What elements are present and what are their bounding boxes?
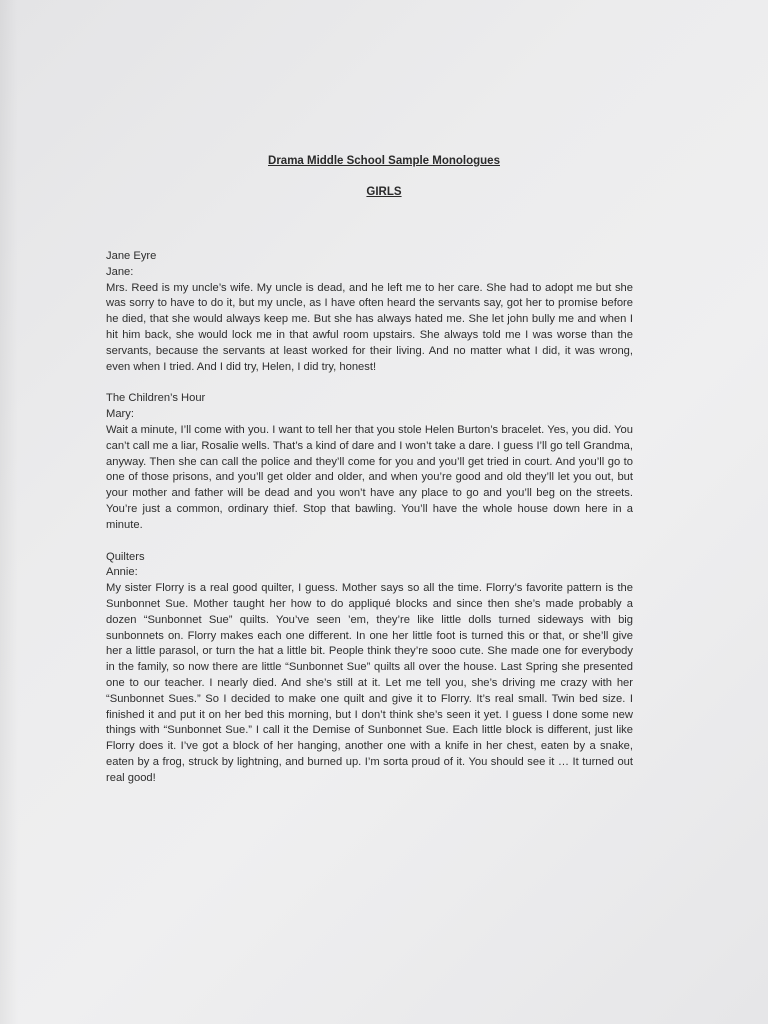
document-subtitle: GIRLS: [366, 186, 402, 198]
monologue-text: My sister Florry is a real good quilter, I guess. Mother says so all the time. Florry’s favorite pattern is the Sunbonnet Sue. Mother taught her how to do appliqué blocks and since then she’s made probably a dozen “Sunbonnet Sue” quilts. You’ve seen ’em, they’re like little dolls turned sideways with big sunbonnets on. Florry makes each one different. In one her little foot is turned this or that, or she’ll give her a little parasol, or turn the hat a little bit. People think they’re sooo cute. She made one for everybody in the family, so now there are little “Sunbonnet Sue” quilts all over the house. Last Spring she presented one to our teacher. I nearly died. And she’s still at it. Let me tell you, she’s driving me crazy with her “Sunbonnet Sues.” So I decided to make one quilt and give it to Florry. It’s real small. Twin bed size. I finished it and put it on her bed this morning, but I don’t think she’s seen it yet. I guess I done some new things with “Sunbonnet Sue.” I call it the Demise of Sunbonnet Sue. Each little block is different, just like Florry does it. I’ve got a block of her hanging, another one with a knife in her chest, eaten by a snake, eaten by a frog, struck by lightning, and burned up. I’m sorta proud of it. You should see it … It turned out real good!: [106, 582, 633, 784]
monologue-section-childrens-hour: [106, 391, 633, 533]
speaker-name: Mary:: [106, 408, 134, 421]
section-title: Quilters: [106, 550, 145, 563]
monologue-text: Wait a minute, I’ll come with you. I want to tell her that you stole Helen Burton’s bracelet. Yes, you did. You can’t call me a liar, Rosalie wells. That’s a kind of dare and I won’t take a dare. I guess I’ll go tell Grandma, anyway. Then she can call the police and they’ll come for you and you’ll get tried in court. And you’ll go to one of those prisons, and you’ll get older and older, and when you’re good and old they’ll let you out, but your mother and father will be dead and you won’t have any place to go and you’ll beg on the streets. You’re just a common, ordinary thief. Stop that bawling. You’ll have the whole house down here in a minute.: [106, 423, 633, 531]
section-title: The Children’s Hour: [106, 392, 206, 405]
speaker-name: Jane:: [106, 265, 134, 278]
monologue-section-quilters: [106, 550, 633, 787]
speaker-name: Annie:: [106, 566, 138, 579]
section-title: Jane Eyre: [106, 250, 157, 262]
monologue-text: Mrs. Reed is my uncle’s wife. My uncle is dead, and he left me to her care. She had to adopt me but she was sorry to have to do it, but my uncle, as I have often heard the servants say, got her to promise before he died, that she would always keep me. But she has always hated me. She let john bully me and when I hit him back, she would lock me in that awful room upstairs. She always told me I was worse than the servants, because the servants at least worked for their living. And no matter what I did, it was wrong, even when I tried. And I did try, Helen, I did try, honest!: [106, 281, 633, 373]
monologue-list: [106, 249, 633, 803]
document-title: Drama Middle School Sample Monologues: [268, 155, 500, 167]
monologue-section-jane-eyre: [106, 249, 633, 375]
